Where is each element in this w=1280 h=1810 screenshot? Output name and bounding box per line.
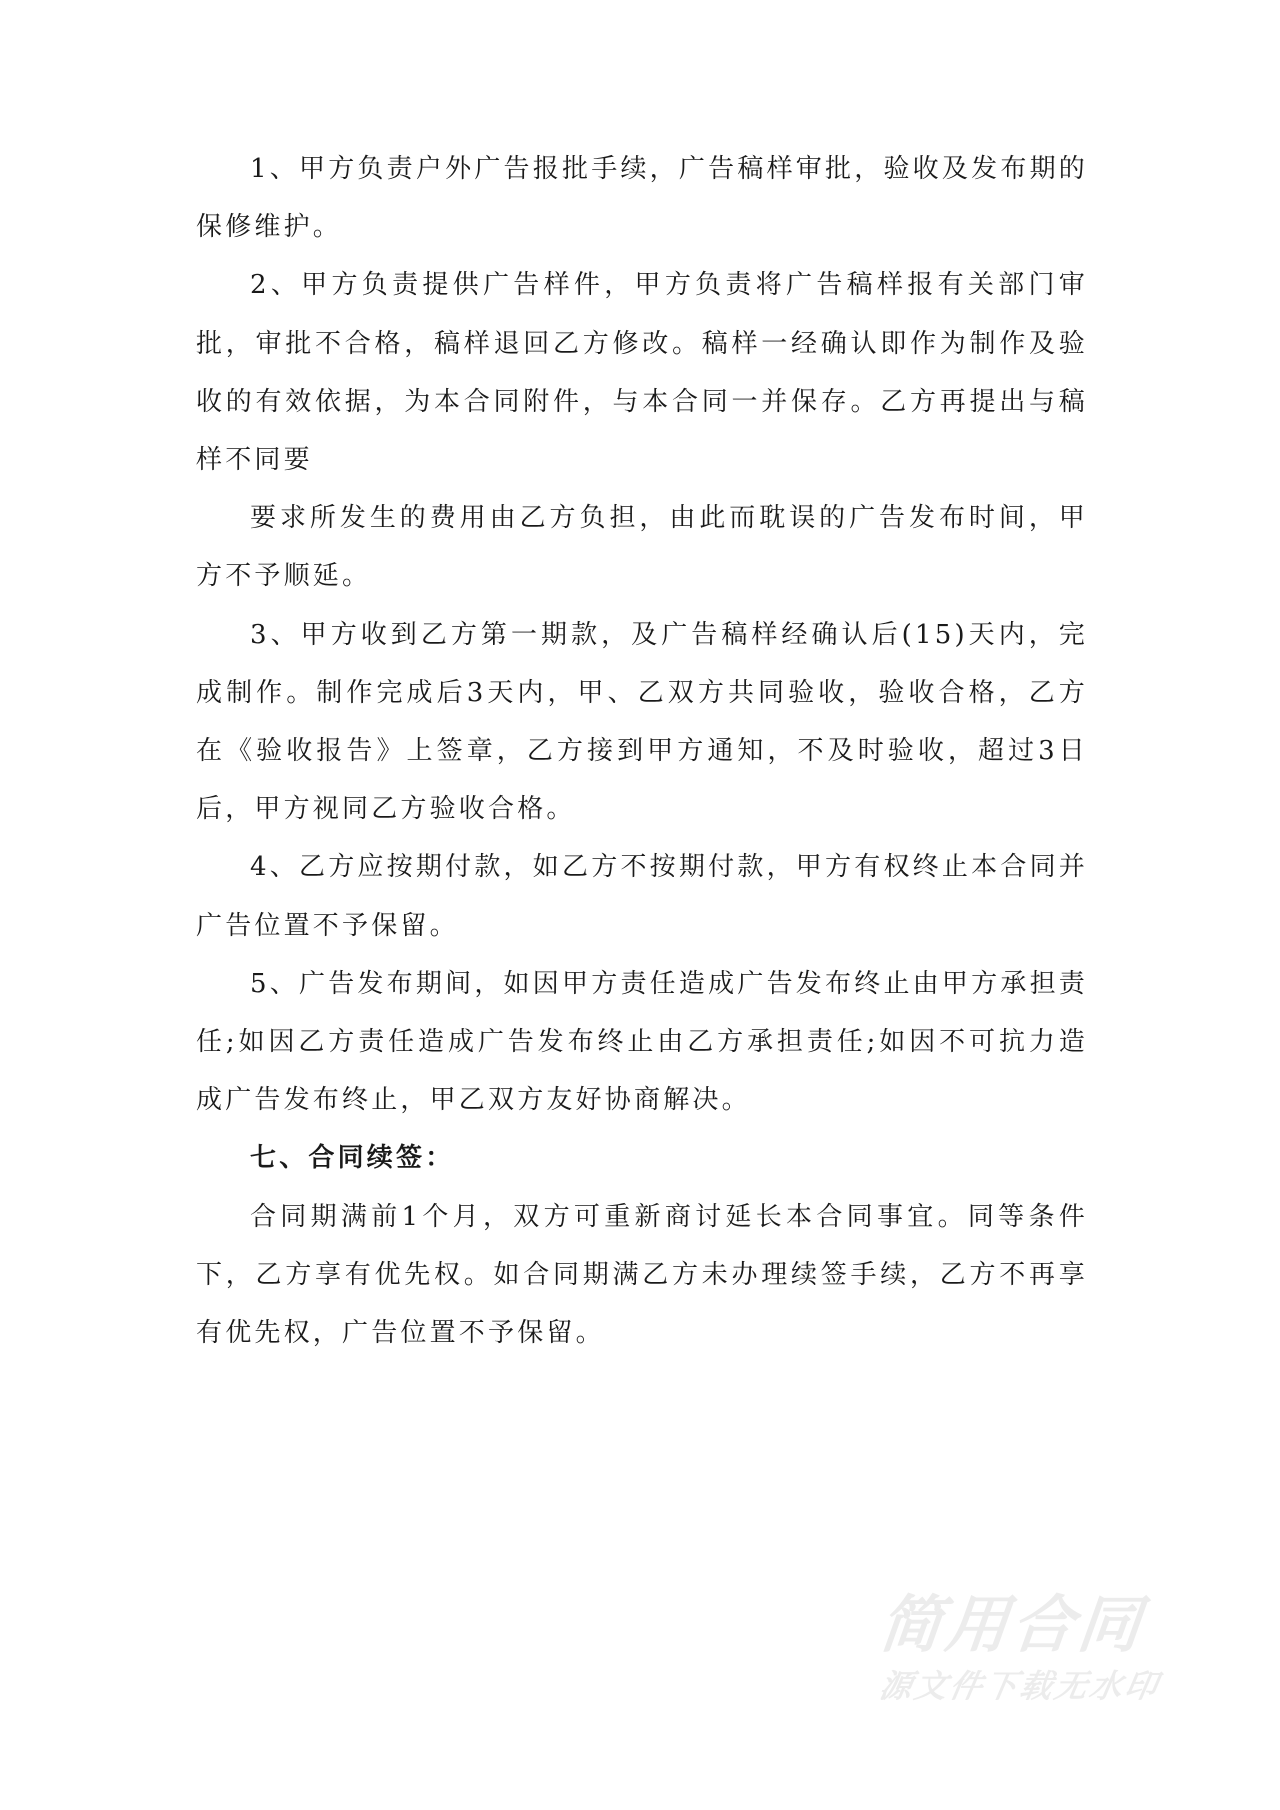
- clause-1: 1、甲方负责户外广告报批手续，广告稿样审批，验收及发布期的保修维护。: [196, 154, 1088, 243]
- watermark: [876, 1588, 1220, 1708]
- document-body: [196, 140, 1088, 1362]
- clause-4: 4、乙方应按期付款，如乙方不按期付款，甲方有权终止本合同并广告位置不予保留。: [196, 852, 1088, 941]
- clause-3: 3、甲方收到乙方第一期款，及广告稿样经确认后(15)天内，完成制作。制作完成后3天内，甲、乙双方共同验收，验收合格，乙方在《验收报告》上签章，乙方接到甲方通知，不及时验收，超过3日后，甲方视同乙方验收合格。: [196, 619, 1088, 825]
- section-7-body: 合同期满前1个月，双方可重新商讨延长本合同事宜。同等条件下，乙方享有优先权。如合同期满乙方未办理续签手续，乙方不再享有优先权，广告位置不予保留。: [196, 1201, 1088, 1349]
- section-heading-contract-renewal: 七、合同续签：: [250, 1143, 455, 1174]
- clause-5: 5、广告发布期间，如因甲方责任造成广告发布终止由甲方承担责任;如因乙方责任造成广告发布终止由乙方承担责任;如因不可抗力造成广告发布终止，甲乙双方友好协商解决。: [196, 968, 1088, 1116]
- clause-2-continuation: 要求所发生的费用由乙方负担，由此而耽误的广告发布时间，甲方不予顺延。: [196, 503, 1088, 592]
- clause-2: 2、甲方负责提供广告样件，甲方负责将广告稿样报有关部门审批，审批不合格，稿样退回乙方修改。稿样一经确认即作为制作及验收的有效依据，为本合同附件，与本合同一并保存。乙方再提出与稿样不同要: [196, 270, 1088, 476]
- watermark-subtitle: 源文件下载无水印: [876, 1667, 1164, 1705]
- watermark-title: 简用合同: [876, 1588, 1148, 1661]
